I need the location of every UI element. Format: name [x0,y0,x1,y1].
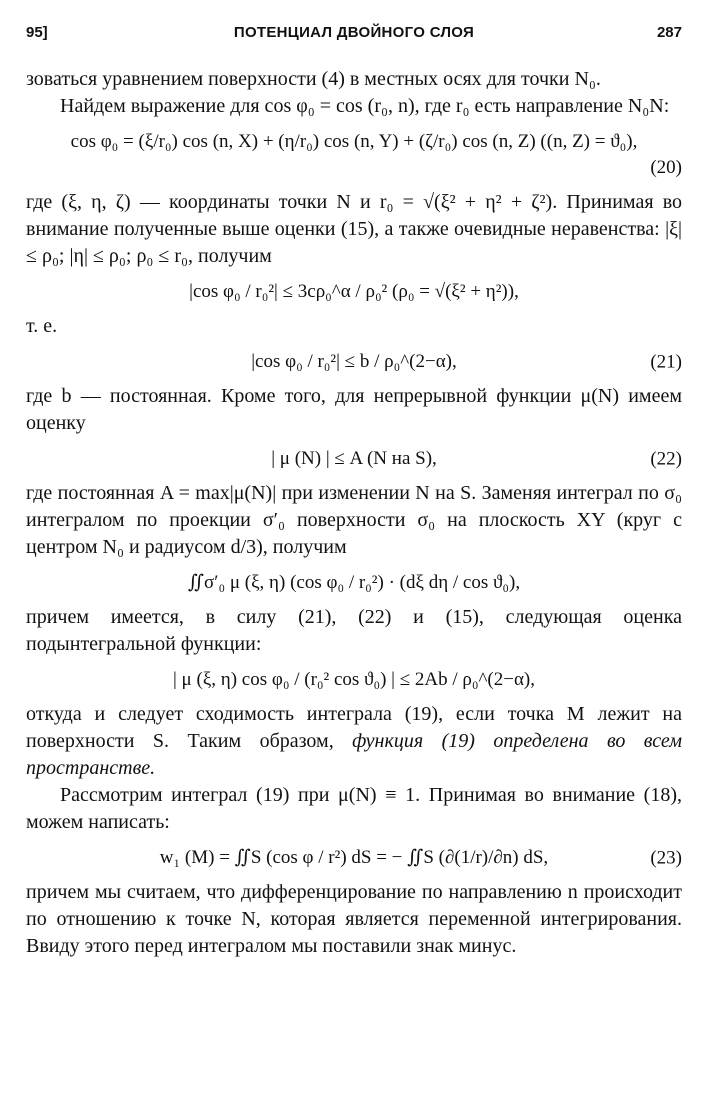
equation-23 [26,844,682,871]
equation-23-number: (23) [650,847,682,868]
paragraph-8 [26,701,682,782]
paragraph-6: где постоянная A = max|μ(N)| при изменении N на S. Заменяя интеграл по σ₀ интегралом по проекции σ′₀ поверхности σ₀ на плоскость XY (круг с центром N₀ и радиусом d/3), получим [26,482,682,558]
equation-integrand-formula: | μ (ξ, η) cos φ₀ / (r₀² cos ϑ₀) | ≤ 2Ab / ρ₀^(2−α), [173,669,535,690]
equation-21-number: (21) [650,351,682,372]
paragraph-5: где b — постоянная. Кроме того, для непрерывной функции μ(N) имеем оценку [26,385,682,434]
equation-21 [26,348,682,375]
paragraph-8-italic: функция (19) определена во всем пространстве. [26,730,682,779]
equation-estimate-formula: |cos φ₀ / r₀²| ≤ 3cρ₀^α / ρ₀² (ρ₀ = √(ξ² + η²)), [189,281,519,302]
paragraph-4: т. е. [26,315,58,337]
equation-integrand-estimate [26,666,682,693]
equation-integral [26,569,682,596]
equation-20-number: (20) [650,157,682,178]
paragraph-10: причем мы считаем, что дифференцирование по направлению n происходит по отношению к точке N, которая является переменной интегрирования. Ввиду этого перед интегралом мы поставили знак минус. [26,881,682,957]
equation-integral-formula: ∬σ′₀ μ (ξ, η) (cos φ₀ / r₀²) · (dξ dη / cos ϑ₀), [187,572,521,593]
running-title: ПОТЕНЦИАЛ ДВОЙНОГО СЛОЯ [233,24,475,41]
equation-22-formula: | μ (N) | ≤ A (N на S), [271,448,437,469]
equation-23-formula: w₁ (M) = ∬S (cos φ / r²) dS = − ∬S (∂(1/r)/∂n) dS, [159,847,549,868]
equation-20 [26,128,682,178]
paragraph-9: Рассмотрим интеграл (19) при μ(N) ≡ 1. Принимая во внимание (18), можем написать: [26,784,682,833]
section-number: 95] [26,24,48,41]
paragraph-3: где (ξ, η, ζ) — координаты точки N и r₀ = √(ξ² + η² + ζ²). Принимая во внимание полученные выше оценки (15), а также очевидные неравенства: |ξ| ≤ ρ₀; |η| ≤ ρ₀; ρ₀ ≤ r₀, получим [26,191,682,267]
paragraph-7: причем имеется, в силу (21), (22) и (15), следующая оценка подынтегральной функции: [26,606,682,655]
page-body [26,66,682,960]
running-header [26,24,682,50]
equation-21-formula: |cos φ₀ / r₀²| ≤ b / ρ₀^(2−α), [251,351,457,372]
equation-estimate [26,278,682,305]
paragraph-1: зоваться уравнением поверхности (4) в местных осях для точки N₀. [26,68,601,90]
equation-22-number: (22) [650,448,682,469]
page-number: 287 [656,24,682,41]
paragraph-2: Найдем выражение для cos φ₀ = cos (r₀, n), где r₀ есть направление N₀N: [60,95,670,117]
equation-20-formula: cos φ₀ = (ξ/r₀) cos (n, X) + (η/r₀) cos (n, Y) + (ζ/r₀) cos (n, Z) ((n, Z) = ϑ₀), [70,131,638,152]
paragraph-8-text: откуда и следует сходимость интеграла (19), если точка M лежит на поверхности S. Таким образом, [26,703,682,752]
equation-22 [26,445,682,472]
